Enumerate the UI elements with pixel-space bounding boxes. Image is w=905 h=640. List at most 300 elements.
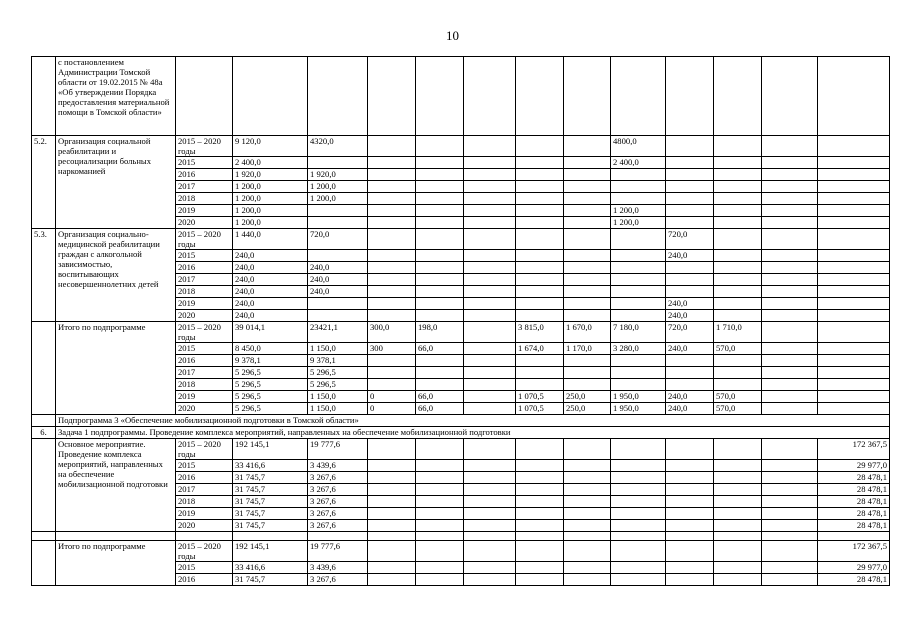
- value-cell: [818, 286, 890, 298]
- value-cell: [368, 310, 416, 322]
- value-cell: [368, 562, 416, 574]
- measure-name-cell: с постановлением Администрации Томской области от 19.02.2015 № 48а «Об утверждении Порядка предоставления материальной помощи в Томской области»: [56, 57, 176, 136]
- empty-cell: [762, 57, 818, 136]
- value-cell: 240,0: [308, 262, 368, 274]
- value-cell: [818, 229, 890, 250]
- year-cell: 2015 – 2020 годы: [176, 439, 233, 460]
- value-cell: [818, 379, 890, 391]
- value-cell: [714, 229, 762, 250]
- value-cell: [611, 355, 666, 367]
- value-cell: [308, 205, 368, 217]
- value-cell: [666, 169, 714, 181]
- empty-cell: [762, 379, 818, 391]
- year-cell: 2015 – 2020 годы: [176, 541, 233, 562]
- year-cell: 2017: [176, 367, 233, 379]
- year-cell: 2019: [176, 508, 233, 520]
- value-cell: 240,0: [233, 262, 308, 274]
- value-cell: [564, 541, 611, 562]
- value-cell: [611, 181, 666, 193]
- value-cell: [714, 355, 762, 367]
- value-cell: 570,0: [714, 391, 762, 403]
- value-cell: [464, 310, 516, 322]
- value-cell: 1 170,0: [564, 343, 611, 355]
- value-cell: 5 296,5: [233, 403, 308, 415]
- value-cell: 240,0: [666, 343, 714, 355]
- value-cell: [464, 508, 516, 520]
- value-cell: [368, 274, 416, 286]
- value-cell: [611, 562, 666, 574]
- value-cell: [308, 250, 368, 262]
- empty-cell: [762, 181, 818, 193]
- year-cell: 2016: [176, 169, 233, 181]
- value-cell: [516, 310, 564, 322]
- value-cell: 31 745,7: [233, 508, 308, 520]
- value-cell: [818, 193, 890, 205]
- value-cell: [516, 169, 564, 181]
- value-cell: [368, 298, 416, 310]
- value-cell: [464, 484, 516, 496]
- year-cell: 2015: [176, 343, 233, 355]
- value-cell: 1 674,0: [516, 343, 564, 355]
- value-cell: 0: [368, 403, 416, 415]
- value-cell: [416, 181, 464, 193]
- value-cell: [564, 574, 611, 586]
- value-cell: [611, 496, 666, 508]
- value-cell: [368, 508, 416, 520]
- year-cell: 2019: [176, 298, 233, 310]
- value-cell: 198,0: [416, 322, 464, 343]
- empty-cell: [368, 57, 416, 136]
- value-cell: [818, 250, 890, 262]
- empty-cell: [308, 532, 368, 541]
- value-cell: [516, 574, 564, 586]
- empty-cell: [666, 57, 714, 136]
- value-cell: 19 777,6: [308, 541, 368, 562]
- empty-cell: [233, 57, 308, 136]
- value-cell: [666, 205, 714, 217]
- empty-cell: [564, 57, 611, 136]
- value-cell: [564, 508, 611, 520]
- value-cell: [666, 472, 714, 484]
- value-cell: 1 150,0: [308, 403, 368, 415]
- value-cell: 192 145,1: [233, 439, 308, 460]
- value-cell: 1 200,0: [611, 217, 666, 229]
- value-cell: [564, 460, 611, 472]
- empty-cell: [762, 169, 818, 181]
- table-row: [32, 229, 890, 250]
- value-cell: 29 977,0: [818, 460, 890, 472]
- value-cell: [564, 484, 611, 496]
- empty-cell: [762, 472, 818, 484]
- value-cell: 31 745,7: [233, 520, 308, 532]
- year-cell: 2019: [176, 391, 233, 403]
- value-cell: [464, 181, 516, 193]
- value-cell: [368, 472, 416, 484]
- row-id-cell: [32, 439, 56, 532]
- value-cell: [516, 379, 564, 391]
- value-cell: [416, 355, 464, 367]
- value-cell: [714, 541, 762, 562]
- value-cell: 720,0: [666, 322, 714, 343]
- value-cell: 0: [368, 391, 416, 403]
- empty-cell: [714, 57, 762, 136]
- value-cell: 240,0: [666, 250, 714, 262]
- year-cell: 2018: [176, 193, 233, 205]
- value-cell: [611, 520, 666, 532]
- value-cell: [516, 541, 564, 562]
- value-cell: 5 296,5: [308, 379, 368, 391]
- value-cell: [464, 298, 516, 310]
- value-cell: 2 400,0: [233, 157, 308, 169]
- value-cell: [611, 439, 666, 460]
- table-row: [32, 439, 890, 460]
- value-cell: [564, 286, 611, 298]
- empty-cell: [762, 496, 818, 508]
- value-cell: [416, 286, 464, 298]
- value-cell: 19 777,6: [308, 439, 368, 460]
- value-cell: [368, 205, 416, 217]
- value-cell: 1 440,0: [233, 229, 308, 250]
- value-cell: 1 920,0: [233, 169, 308, 181]
- value-cell: 9 120,0: [233, 136, 308, 157]
- value-cell: [714, 136, 762, 157]
- value-cell: 9 378,1: [233, 355, 308, 367]
- value-cell: 8 450,0: [233, 343, 308, 355]
- value-cell: [516, 484, 564, 496]
- value-cell: 5 296,5: [233, 379, 308, 391]
- value-cell: 3 815,0: [516, 322, 564, 343]
- value-cell: 240,0: [666, 298, 714, 310]
- empty-cell: [611, 532, 666, 541]
- year-cell: 2017: [176, 484, 233, 496]
- empty-cell: [762, 562, 818, 574]
- value-cell: 240,0: [233, 298, 308, 310]
- value-cell: [308, 298, 368, 310]
- value-cell: 31 745,7: [233, 496, 308, 508]
- value-cell: 1 070,5: [516, 391, 564, 403]
- year-cell: 2018: [176, 286, 233, 298]
- empty-cell: [762, 286, 818, 298]
- value-cell: 66,0: [416, 343, 464, 355]
- value-cell: [516, 472, 564, 484]
- value-cell: [464, 343, 516, 355]
- value-cell: [516, 274, 564, 286]
- value-cell: [714, 205, 762, 217]
- value-cell: 240,0: [233, 310, 308, 322]
- empty-cell: [762, 193, 818, 205]
- value-cell: [416, 136, 464, 157]
- value-cell: [666, 274, 714, 286]
- value-cell: [611, 310, 666, 322]
- value-cell: [368, 157, 416, 169]
- value-cell: 3 267,6: [308, 520, 368, 532]
- value-cell: [416, 574, 464, 586]
- year-cell: 2020: [176, 217, 233, 229]
- value-cell: [714, 310, 762, 322]
- value-cell: 1 200,0: [611, 205, 666, 217]
- value-cell: [611, 508, 666, 520]
- empty-cell: [762, 205, 818, 217]
- year-cell: 2017: [176, 274, 233, 286]
- value-cell: [516, 562, 564, 574]
- value-cell: 172 367,5: [818, 439, 890, 460]
- value-cell: 240,0: [666, 310, 714, 322]
- value-cell: [818, 217, 890, 229]
- value-cell: [818, 169, 890, 181]
- table-row: [32, 322, 890, 343]
- value-cell: [714, 169, 762, 181]
- value-cell: [714, 262, 762, 274]
- value-cell: [611, 169, 666, 181]
- value-cell: 39 014,1: [233, 322, 308, 343]
- value-cell: 240,0: [233, 286, 308, 298]
- value-cell: [416, 460, 464, 472]
- task-title: Задача 1 подпрограммы. Проведение комплекса мероприятий, направленных на обеспечение мобилизационной подготовки: [56, 427, 890, 439]
- value-cell: [666, 484, 714, 496]
- value-cell: [464, 250, 516, 262]
- value-cell: 28 478,1: [818, 484, 890, 496]
- value-cell: 3 267,6: [308, 496, 368, 508]
- value-cell: [714, 181, 762, 193]
- measure-name-cell: Организация социально-медицинской реабилитации граждан с алкогольной зависимостью, воспитывающих несовершеннолетних детей: [56, 229, 176, 322]
- measure-name-cell: Итого по подпрограмме: [56, 541, 176, 586]
- table-row: [32, 415, 890, 427]
- value-cell: [714, 157, 762, 169]
- empty-cell: [762, 460, 818, 472]
- year-cell: 2015: [176, 157, 233, 169]
- value-cell: [464, 157, 516, 169]
- value-cell: [416, 472, 464, 484]
- value-cell: 28 478,1: [818, 574, 890, 586]
- empty-cell: [464, 532, 516, 541]
- value-cell: [416, 274, 464, 286]
- value-cell: 3 267,6: [308, 472, 368, 484]
- empty-cell: [762, 157, 818, 169]
- empty-cell: [762, 403, 818, 415]
- value-cell: 570,0: [714, 403, 762, 415]
- value-cell: [564, 496, 611, 508]
- row-id-cell: [32, 541, 56, 586]
- value-cell: [714, 217, 762, 229]
- value-cell: [464, 541, 516, 562]
- value-cell: 31 745,7: [233, 574, 308, 586]
- value-cell: 2 400,0: [611, 157, 666, 169]
- value-cell: [516, 286, 564, 298]
- value-cell: [368, 262, 416, 274]
- value-cell: [368, 574, 416, 586]
- year-cell: 2019: [176, 205, 233, 217]
- value-cell: [416, 217, 464, 229]
- value-cell: [516, 520, 564, 532]
- empty-cell: [762, 439, 818, 460]
- value-cell: 4800,0: [611, 136, 666, 157]
- subprogram-title: Подпрограмма 3 «Обеспечение мобилизационной подготовки в Томской области»: [56, 415, 890, 427]
- value-cell: 570,0: [714, 343, 762, 355]
- value-cell: 31 745,7: [233, 472, 308, 484]
- value-cell: [416, 508, 464, 520]
- year-cell: 2015 – 2020 годы: [176, 322, 233, 343]
- value-cell: [714, 379, 762, 391]
- value-cell: [368, 379, 416, 391]
- value-cell: [564, 298, 611, 310]
- value-cell: 23421,1: [308, 322, 368, 343]
- value-cell: [368, 169, 416, 181]
- year-cell: 2017: [176, 181, 233, 193]
- value-cell: 1 950,0: [611, 403, 666, 415]
- value-cell: [368, 250, 416, 262]
- year-cell: 2020: [176, 310, 233, 322]
- value-cell: [308, 217, 368, 229]
- value-cell: [464, 355, 516, 367]
- value-cell: [464, 472, 516, 484]
- value-cell: 29 977,0: [818, 562, 890, 574]
- value-cell: [516, 298, 564, 310]
- row-id-cell: [32, 415, 56, 427]
- value-cell: 1 150,0: [308, 391, 368, 403]
- value-cell: 1 200,0: [233, 205, 308, 217]
- value-cell: [564, 262, 611, 274]
- empty-cell: [176, 57, 233, 136]
- row-id-cell: 5.2.: [32, 136, 56, 229]
- value-cell: [464, 217, 516, 229]
- value-cell: 300,0: [368, 322, 416, 343]
- value-cell: 1 200,0: [233, 181, 308, 193]
- value-cell: [308, 157, 368, 169]
- value-cell: [516, 205, 564, 217]
- row-id-cell: [32, 322, 56, 415]
- empty-cell: [464, 57, 516, 136]
- table-row: [32, 57, 890, 136]
- value-cell: [564, 310, 611, 322]
- value-cell: [416, 484, 464, 496]
- value-cell: 66,0: [416, 403, 464, 415]
- value-cell: [464, 379, 516, 391]
- value-cell: [666, 460, 714, 472]
- value-cell: [611, 250, 666, 262]
- budget-table: [31, 56, 890, 586]
- value-cell: [516, 496, 564, 508]
- year-cell: 2018: [176, 379, 233, 391]
- value-cell: [611, 541, 666, 562]
- value-cell: [818, 322, 890, 343]
- value-cell: [666, 136, 714, 157]
- empty-cell: [416, 57, 464, 136]
- year-cell: 2015 – 2020 годы: [176, 136, 233, 157]
- empty-cell: [308, 57, 368, 136]
- value-cell: [818, 310, 890, 322]
- value-cell: [464, 391, 516, 403]
- empty-cell: [233, 532, 308, 541]
- value-cell: [368, 229, 416, 250]
- value-cell: [416, 310, 464, 322]
- value-cell: [666, 520, 714, 532]
- value-cell: [714, 367, 762, 379]
- value-cell: [611, 460, 666, 472]
- value-cell: [611, 262, 666, 274]
- value-cell: [464, 286, 516, 298]
- empty-cell: [762, 541, 818, 562]
- empty-cell: [762, 532, 818, 541]
- value-cell: [666, 379, 714, 391]
- value-cell: [416, 367, 464, 379]
- value-cell: [714, 439, 762, 460]
- table-row: [32, 532, 890, 541]
- value-cell: 1 710,0: [714, 322, 762, 343]
- value-cell: [464, 262, 516, 274]
- value-cell: 66,0: [416, 391, 464, 403]
- value-cell: 240,0: [666, 391, 714, 403]
- value-cell: [714, 562, 762, 574]
- value-cell: [416, 562, 464, 574]
- value-cell: [818, 298, 890, 310]
- value-cell: 192 145,1: [233, 541, 308, 562]
- year-cell: 2015: [176, 250, 233, 262]
- value-cell: 250,0: [564, 391, 611, 403]
- empty-cell: [762, 310, 818, 322]
- value-cell: [516, 136, 564, 157]
- empty-cell: [762, 136, 818, 157]
- value-cell: [464, 193, 516, 205]
- table-row: [32, 541, 890, 562]
- year-cell: 2016: [176, 262, 233, 274]
- year-cell: 2016: [176, 472, 233, 484]
- empty-cell: [762, 250, 818, 262]
- value-cell: [611, 574, 666, 586]
- value-cell: [666, 286, 714, 298]
- value-cell: 172 367,5: [818, 541, 890, 562]
- empty-cell: [762, 367, 818, 379]
- value-cell: [666, 439, 714, 460]
- value-cell: [464, 460, 516, 472]
- value-cell: [564, 562, 611, 574]
- value-cell: [564, 217, 611, 229]
- value-cell: [368, 181, 416, 193]
- value-cell: [666, 574, 714, 586]
- empty-cell: [762, 322, 818, 343]
- value-cell: [516, 367, 564, 379]
- value-cell: [416, 379, 464, 391]
- year-cell: 2016: [176, 355, 233, 367]
- empty-cell: [176, 532, 233, 541]
- value-cell: 5 296,5: [233, 391, 308, 403]
- empty-cell: [611, 57, 666, 136]
- value-cell: [611, 229, 666, 250]
- value-cell: [464, 205, 516, 217]
- value-cell: [611, 193, 666, 205]
- empty-cell: [762, 508, 818, 520]
- value-cell: [464, 229, 516, 250]
- value-cell: 240,0: [308, 274, 368, 286]
- empty-cell: [762, 574, 818, 586]
- value-cell: [464, 496, 516, 508]
- empty-cell: [762, 262, 818, 274]
- value-cell: [818, 181, 890, 193]
- value-cell: [464, 322, 516, 343]
- value-cell: [818, 343, 890, 355]
- value-cell: [564, 367, 611, 379]
- value-cell: [416, 541, 464, 562]
- value-cell: [416, 520, 464, 532]
- value-cell: [714, 460, 762, 472]
- page-number: 10: [446, 28, 459, 43]
- empty-cell: [516, 532, 564, 541]
- value-cell: [368, 520, 416, 532]
- value-cell: [416, 298, 464, 310]
- value-cell: [666, 508, 714, 520]
- value-cell: [818, 157, 890, 169]
- value-cell: [464, 520, 516, 532]
- value-cell: [368, 193, 416, 205]
